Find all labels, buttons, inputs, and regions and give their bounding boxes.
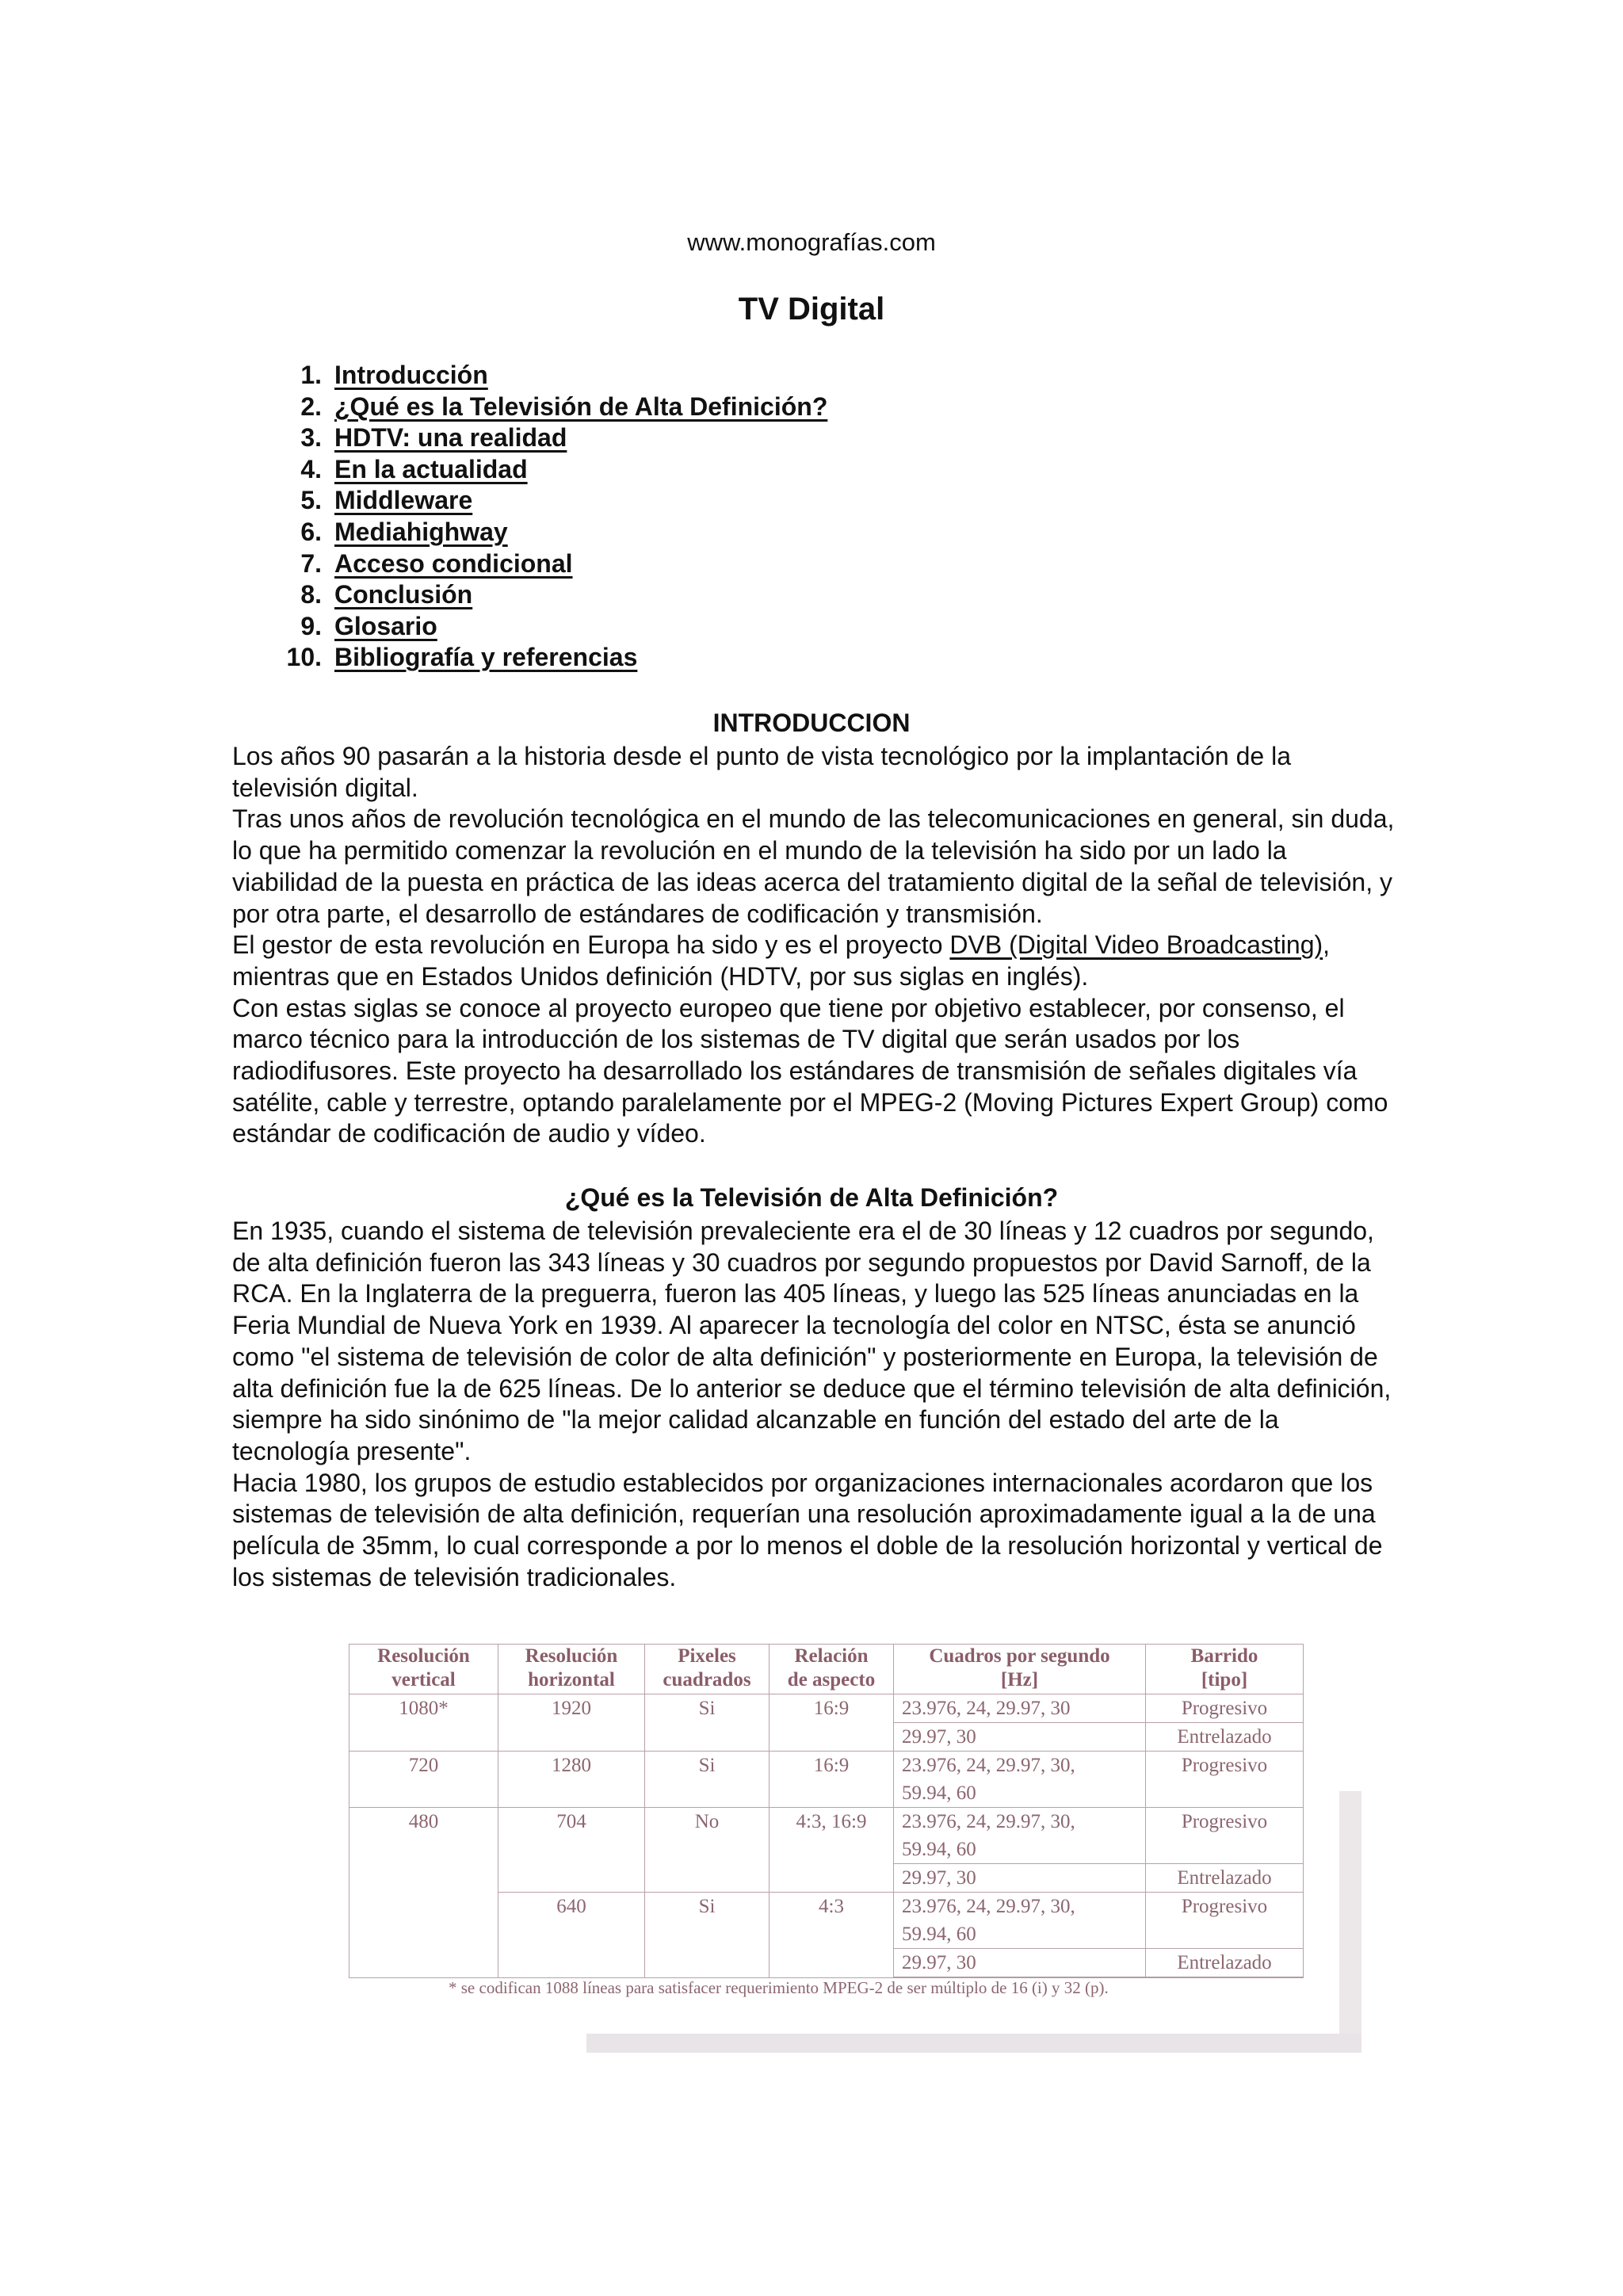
toc-item: 9. Glosario <box>300 611 437 640</box>
toc-link-middleware[interactable]: Middleware <box>334 486 473 515</box>
toc-link-hdtv-realidad[interactable]: HDTV: una realidad <box>334 423 567 453</box>
scan-shadow <box>586 2034 1361 2053</box>
toc-link-conclusion[interactable]: Conclusión <box>334 580 473 609</box>
toc-item: 8. Conclusión <box>300 580 473 609</box>
hd-heading: ¿Qué es la Televisión de Alta Definición? <box>564 1183 1059 1212</box>
intro-paragraph: Con estas siglas se conoce al proyecto europeo que tiene por objetivo establecer, por consenso, el marco técnico para la introducción de los sistemas de TV digital que serán usados por los radiodifusores. Este proyecto ha desarrollado los estándares de transmisión de señales digitales vía satélite, cable y terrestre, optando paralelamente por el MPEG-2 (Moving Pictures Expert Group) como estándar de codificación de audio y vídeo. <box>232 993 1388 1148</box>
dvb-link[interactable]: DVB (Digital Video Broadcasting) <box>949 930 1323 960</box>
intro-paragraph: Tras unos años de revolución tecnológica en el mundo de las telecomunicaciones en general, sin duda, lo que ha permitido comenzar la revolución en el mundo de la televisión ha sido por un lado la viabilidad de la puesta en práctica de las ideas acerca del tratamiento digital de la señal de televisión, y por otra parte, el desarrollo de estándares de codificación y transmisión. <box>232 804 1395 928</box>
document-title: TV Digital <box>738 292 885 327</box>
toc-item: 10. Bibliografía y referencias <box>286 643 638 672</box>
table-row: 1080* 1920 Si 16:9 23.976, 24, 29.97, 30 Progresivo <box>349 1694 1304 1723</box>
toc-item: 1. Introducción <box>300 361 488 389</box>
toc-link-glosario[interactable]: Glosario <box>334 611 437 640</box>
table-row: 29.97, 30 Entrelazado <box>349 1864 1304 1893</box>
scan-shadow <box>1339 1791 1361 2053</box>
table-row: 640 Si 4:3 23.976, 24, 29.97, 30, 59.94, 60 Progresivo <box>349 1893 1304 1949</box>
table-header-row <box>349 1645 1304 1694</box>
intro-heading: INTRODUCCION <box>712 709 911 737</box>
site-url: www.monografías.com <box>687 228 936 256</box>
toc-link-introduccion[interactable]: Introducción <box>334 361 488 389</box>
hd-body <box>232 1216 1397 1593</box>
table-row: 29.97, 30 Entrelazado <box>349 1949 1304 1978</box>
col-header-horizontal: Resolución horizontal <box>498 1645 645 1694</box>
intro-body <box>232 741 1397 1150</box>
toc-link-que-es-hdtv[interactable]: ¿Qué es la Televisión de Alta Definición? <box>334 392 828 421</box>
table-row: 720 1280 Si 16:9 23.976, 24, 29.97, 30, 59.94, 60 Progresivo <box>349 1752 1304 1808</box>
toc-item: 7. Acceso condicional <box>300 548 573 578</box>
table-of-contents <box>269 360 827 674</box>
toc-link-mediahighway[interactable]: Mediahighway <box>334 517 508 546</box>
toc-item: 2. ¿Qué es la Televisión de Alta Definición? <box>300 392 828 421</box>
intro-paragraph: Los años 90 pasarán a la historia desde el punto de vista tecnológico por la implantación de la televisión digital. <box>232 742 1291 802</box>
table-row: 480 704 No 4:3, 16:9 23.976, 24, 29.97, 30, 59.94, 60 Progresivo <box>349 1808 1304 1864</box>
col-header-vertical: Resolución vertical <box>349 1645 498 1694</box>
col-header-fps: Cuadros por segundo [Hz] <box>894 1645 1146 1694</box>
col-header-pixels: Pixeles cuadrados <box>645 1645 769 1694</box>
toc-item: 3. HDTV: una realidad <box>300 423 567 453</box>
toc-item: 6. Mediahighway <box>300 517 508 546</box>
col-header-aspect: Relación de aspecto <box>769 1645 894 1694</box>
hd-paragraph: Hacia 1980, los grupos de estudio establecidos por organizaciones internacionales acordaron que los sistemas de televisión de alta definición, requerían una resolución aproximadamente igual a la de una película de 35mm, lo cual corresponde a por lo menos el doble de la resolución horizontal y vertical de los sistemas de televisión tradicionales. <box>232 1468 1383 1591</box>
toc-item: 5. Middleware <box>300 486 473 515</box>
hdtv-formats-table <box>349 1644 1304 1978</box>
hd-paragraph: En 1935, cuando el sistema de televisión prevaleciente era el de 30 líneas y 12 cuadros por segundo, de alta definición fueron las 343 líneas y 30 cuadros por segundo propuestos por David Sarnoff, de la RCA. En la Inglaterra de la preguerra, fueron las 405 líneas, y luego las 525 líneas anunciadas en la Feria Mundial de Nueva York en 1939. Al aparecer la tecnología del color en NTSC, ésta se anunció como "el sistema de televisión de color de alta definición" y posteriormente en Europa, la televisión de alta definición fue la de 625 líneas. De lo anterior se deduce que el término televisión de alta definición, siempre ha sido sinónimo de "la mejor calidad alcanzable en función del estado del arte de la tecnología presente". <box>232 1217 1392 1465</box>
toc-link-actualidad[interactable]: En la actualidad <box>334 454 528 483</box>
col-header-scan: Barrido [tipo] <box>1146 1645 1304 1694</box>
toc-item: 4. En la actualidad <box>300 454 528 483</box>
toc-link-acceso-condicional[interactable]: Acceso condicional <box>334 548 573 578</box>
table-footnote: * se codifican 1088 líneas para satisfacer requerimiento MPEG-2 de ser múltiplo de 16 (i) y 32 (p). <box>449 1978 1109 1997</box>
toc-link-bibliografia[interactable]: Bibliografía y referencias <box>334 643 638 672</box>
table-row: 29.97, 30 Entrelazado <box>349 1723 1304 1752</box>
intro-paragraph: El gestor de esta revolución en Europa ha sido y es el proyecto DVB (Digital Video Broadcasting), mientras que en Estados Unidos definición (HDTV, por sus siglas en inglés). <box>232 930 1331 991</box>
